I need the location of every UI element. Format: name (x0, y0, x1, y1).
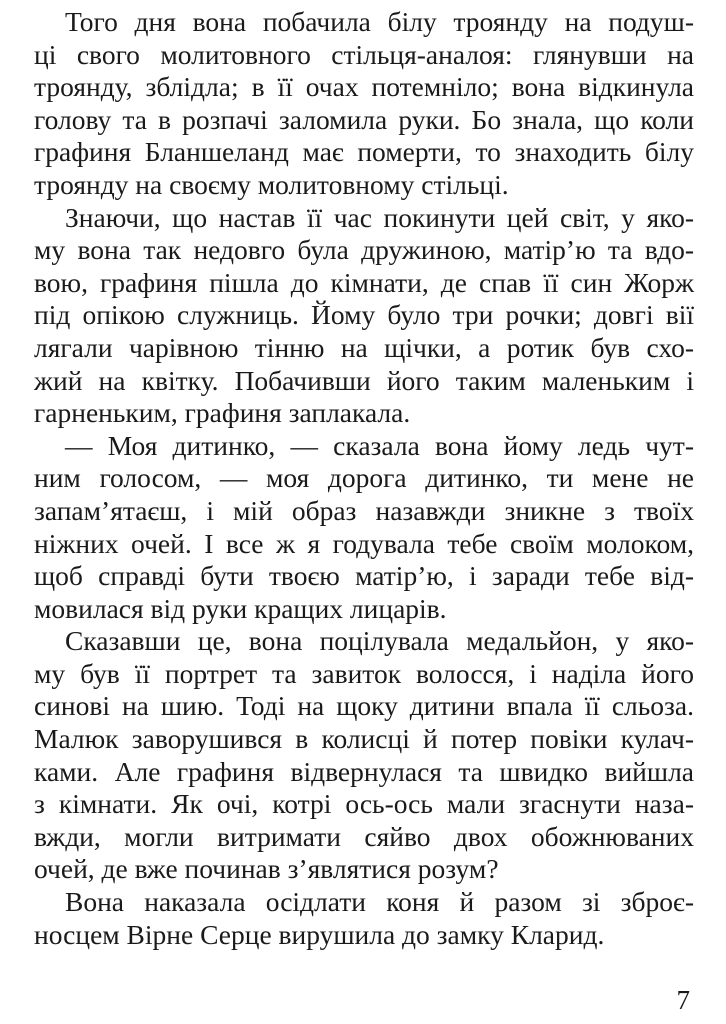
text-line: гарненьким, графиня заплакала. (34, 397, 411, 429)
text-line: носцем Вірне Серце вирушила до замку Кларид. (34, 918, 605, 950)
text-line: голову та в розпачі заломила руки. Бо знала, що коли (34, 103, 694, 135)
text-line: Вона наказала осідлати коня й разом зі зброє- (65, 886, 694, 918)
text-line: Того дня вона побачила білу троянду на подуш- (65, 6, 694, 37)
text-line: — Моя дитинко, — сказала вона йому ледь чут- (65, 429, 694, 461)
text-line: Сказавши це, вона поцілувала медальйон, у яко- (65, 625, 694, 657)
text-line: мовилася від руки кращих лицарів. (34, 592, 447, 624)
text-line: щоб справді бути твоєю матір’ю, і заради тебе від- (34, 560, 694, 592)
text-line: очей, де вже починав з’являтися розум? (34, 853, 499, 885)
text-line: вою, графиня пішла до кімнати, де спав її син Жорж (34, 266, 694, 298)
paragraph (34, 886, 694, 951)
text-line: ками. Але графиня відвернулася та швидко вийшла (34, 755, 694, 787)
text-line: троянду на своєму молитовному стільці. (34, 168, 509, 200)
page-number: 7 (676, 985, 690, 1015)
text-line: ці свого молитовного стільця-аналоя: глянувши на (34, 38, 694, 70)
text-line: троянду, зблідла; в її очах потемніло; вона відкинула (34, 71, 694, 103)
text-line: жий на квітку. Побачивши його таким маленьким і (34, 364, 694, 396)
paragraph (34, 6, 694, 202)
text-line: з кімнати. Як очі, котрі ось-ось мали згаснути наза- (34, 788, 694, 820)
page-body (34, 6, 694, 951)
text-line: ніжних очей. І все ж я годувала тебе своїм молоком, (34, 527, 694, 559)
text-line: вжди, могли витримати сяйво двох обожнюваних (34, 820, 694, 852)
text-line: запам’ятаєш, і мій образ назавжди зникне з твоїх (34, 494, 694, 526)
text-line: Знаючи, що настав її час покинути цей світ, у яко- (65, 201, 694, 233)
paragraph (34, 625, 694, 886)
text-line: під опікою служниць. Йому було три рочки; довгі вії (34, 299, 694, 331)
text-line: графиня Бланшеланд має померти, то знаходить білу (34, 136, 694, 168)
text-line: му вона так недовго була дружиною, матір’ю та вдо- (34, 234, 694, 266)
text-line: ним голосом, — моя дорога дитинко, ти мене не (34, 462, 694, 494)
text-line: Малюк заворушився в колисці й потер повіки кулач- (34, 723, 694, 755)
paragraph (34, 430, 694, 626)
text-line: синові на шию. Тоді на щоку дитини впала її сльоза. (34, 690, 694, 722)
text-line: му був її портрет та завиток волосся, і наділа його (34, 657, 694, 689)
paragraph (34, 202, 694, 430)
text-line: лягали чарівною тінню на щічки, а ротик був схо- (34, 331, 694, 363)
